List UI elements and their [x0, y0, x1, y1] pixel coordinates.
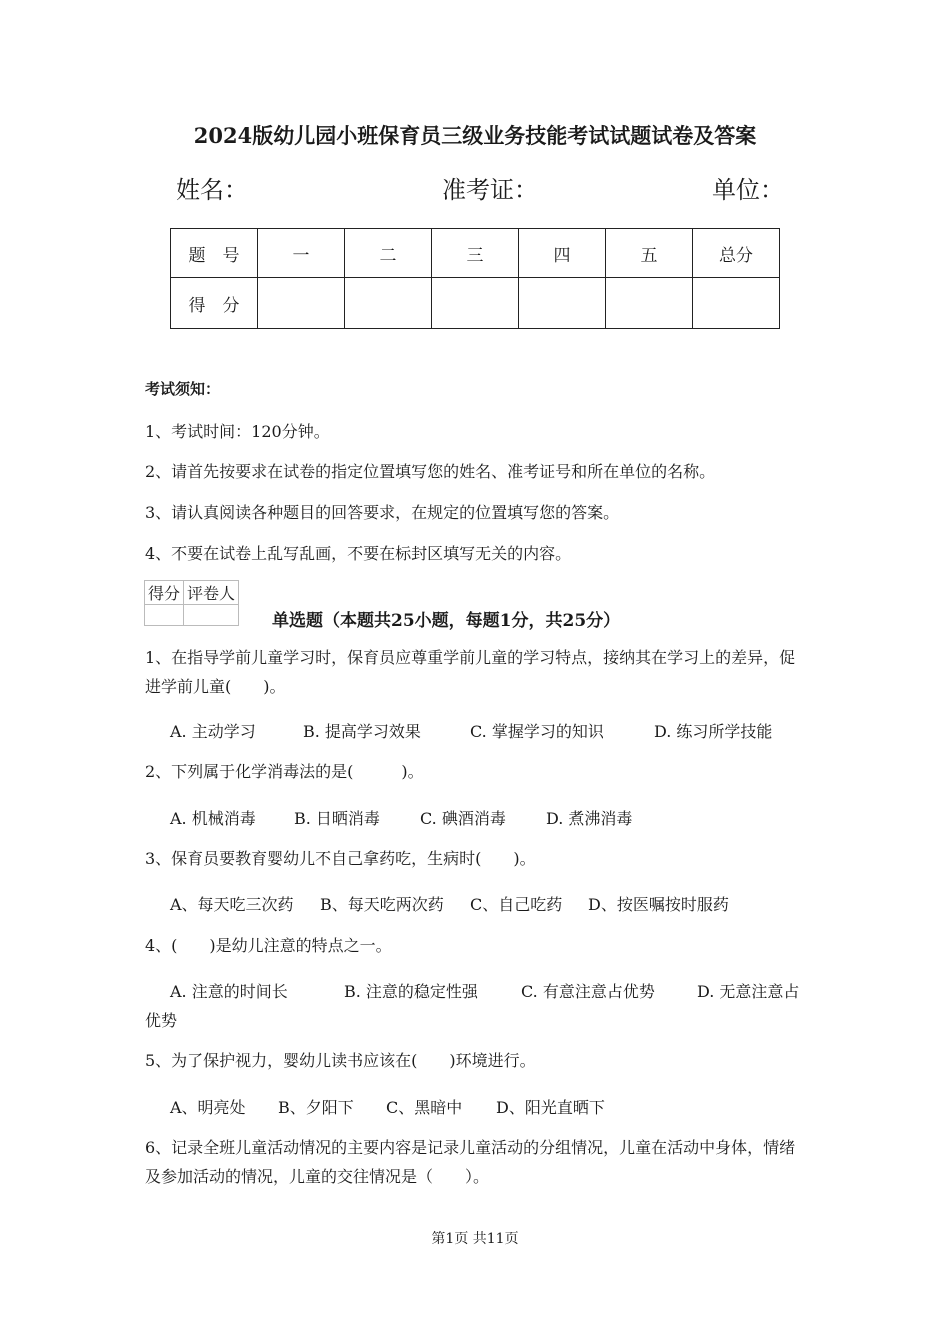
notice-title: 考试须知：: [145, 380, 221, 398]
score-header-cell: 五: [606, 229, 693, 278]
score-input-cell[interactable]: [606, 278, 693, 329]
option-a: A、明亮处: [170, 1098, 246, 1117]
option-b: B. 日晒消毒: [294, 809, 380, 828]
question-text: 3、保育员要教育婴幼儿不自己拿药吃，生病时( )。: [145, 849, 536, 868]
option-b: B、夕阳下: [278, 1098, 354, 1117]
score-header-cell: 四: [519, 229, 606, 278]
option-c: C. 有意注意占优势: [521, 982, 655, 1001]
section-title: 单选题（本题共25小题，每题1分，共25分）: [272, 611, 621, 631]
score-header-cell: 一: [258, 229, 345, 278]
question-text: 1、在指导学前儿童学习时，保育员应尊重学前儿童的学习特点，接纳其在学习上的差异，促进学前儿童( )。: [145, 648, 796, 696]
option-a: A、每天吃三次药: [170, 895, 294, 914]
notice-item: 1、考试时间：120分钟。: [145, 422, 330, 441]
option-a: A. 注意的时间长: [170, 982, 288, 1001]
score-header-cell: 题 号: [171, 229, 258, 278]
option-d: D. 无意注意占: [697, 982, 800, 1001]
score-header-cell: 二: [345, 229, 432, 278]
grader-score-cell[interactable]: [145, 605, 184, 626]
score-table-score-row: [171, 278, 780, 329]
question-text: 2、下列属于化学消毒法的是( )。: [145, 762, 424, 781]
option-c: C. 碘酒消毒: [420, 809, 506, 828]
score-table-header-row: [171, 229, 780, 278]
score-row-label: 得 分: [171, 278, 258, 329]
option-d: D. 煮沸消毒: [546, 809, 633, 828]
score-input-cell[interactable]: [258, 278, 345, 329]
score-header-cell: 总分: [693, 229, 780, 278]
option-b: B. 提高学习效果: [303, 722, 421, 741]
option-a: A. 主动学习: [170, 722, 256, 741]
page-footer: 第1页 共11页: [431, 1231, 519, 1247]
option-d-wrap: 优势: [145, 1011, 178, 1030]
notice-item: 3、请认真阅读各种题目的回答要求，在规定的位置填写您的答案。: [145, 503, 620, 522]
option-c: C. 掌握学习的知识: [470, 722, 604, 741]
document-title: 2024版幼儿园小班保育员三级业务技能考试试题试卷及答案: [193, 123, 757, 148]
exam-id-field-label: 准考证：: [442, 176, 538, 204]
name-field-label: 姓名：: [176, 176, 248, 204]
grader-name-cell[interactable]: [184, 605, 239, 626]
option-d: D、按医嘱按时服药: [588, 895, 729, 914]
question-text: 6、记录全班儿童活动情况的主要内容是记录儿童活动的分组情况，儿童在活动中身体，情绪及参加活动的情况，儿童的交往情况是（ ）。: [145, 1138, 796, 1186]
score-table: [170, 228, 780, 329]
option-b: B、每天吃两次药: [320, 895, 444, 914]
unit-field-label: 单位：: [712, 176, 784, 204]
score-input-cell[interactable]: [519, 278, 606, 329]
option-c: C、自己吃药: [470, 895, 563, 914]
question-text: 5、为了保护视力，婴幼儿读书应该在( )环境进行。: [145, 1051, 536, 1070]
grader-box: [144, 580, 239, 626]
score-input-cell[interactable]: [432, 278, 519, 329]
option-d: D、阳光直晒下: [496, 1098, 605, 1117]
grader-score-label: 得分: [145, 581, 184, 605]
option-c: C、黑暗中: [386, 1098, 463, 1117]
notice-item: 2、请首先按要求在试卷的指定位置填写您的姓名、准考证号和所在单位的名称。: [145, 462, 716, 481]
question-text: 4、( )是幼儿注意的特点之一。: [145, 936, 392, 955]
option-d: D. 练习所学技能: [654, 722, 773, 741]
option-a: A. 机械消毒: [170, 809, 256, 828]
score-input-cell[interactable]: [345, 278, 432, 329]
notice-item: 4、不要在试卷上乱写乱画，不要在标封区填写无关的内容。: [145, 544, 572, 563]
score-header-cell: 三: [432, 229, 519, 278]
score-input-cell[interactable]: [693, 278, 780, 329]
grader-name-label: 评卷人: [184, 581, 239, 605]
option-b: B. 注意的稳定性强: [344, 982, 478, 1001]
